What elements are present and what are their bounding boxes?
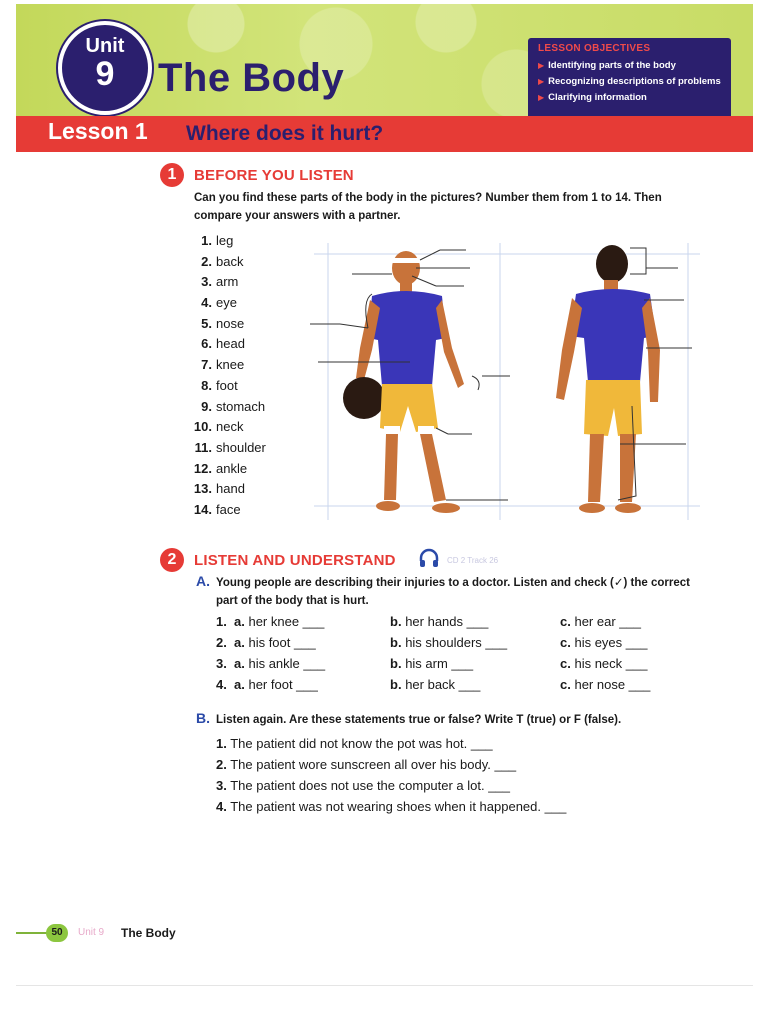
statement-item[interactable]: 3. The patient does not use the computer a lot. ___ <box>216 778 510 793</box>
option-row: 4. a. her foot ___ b. her back ___ c. her nose ___ <box>216 677 651 692</box>
triangle-bullet-icon: ▶ <box>538 61 545 70</box>
list-item: 4. eye <box>201 295 237 311</box>
list-item: 2. back <box>201 253 244 269</box>
part-b-instructions: Listen again. Are these statements true or false? Write T (true) or F (false). <box>216 714 622 726</box>
list-item: 8. foot <box>201 377 238 393</box>
list-item: 12. ankle <box>193 460 248 476</box>
footer-unit: Unit 9 <box>78 927 105 938</box>
part-a-instructions: Young people are describing their injuries to a doctor. Listen and check (✓) the correct part of the body that is hurt. <box>216 577 690 607</box>
option-b[interactable]: b. her back ___ <box>390 677 481 692</box>
statement-item[interactable]: 4. The patient was not wearing shoes when it happened. ___ <box>216 799 567 814</box>
list-item: 3. arm <box>201 274 239 290</box>
unit-number: 9 <box>95 55 115 93</box>
page-number: 50 <box>46 924 68 942</box>
part-b-letter: B. <box>196 710 210 726</box>
triangle-bullet-icon: ▶ <box>538 93 545 102</box>
option-row: 3. a. his ankle ___ b. his arm ___ c. his neck ___ <box>216 656 648 671</box>
body-parts-list <box>192 233 266 523</box>
statement-item[interactable]: 1. The patient did not know the pot was hot. ___ <box>216 736 493 751</box>
list-item: 7. knee <box>201 357 245 373</box>
option-row: 2. a. his foot ___ b. his shoulders ___ c. his eyes ___ <box>216 635 648 650</box>
body-illustration <box>300 238 710 523</box>
part-a-letter: A. <box>196 573 210 589</box>
option-row: 1. a. her knee ___ b. her hands ___ c. her ear ___ <box>216 614 641 629</box>
lesson-title: Where does it hurt? <box>186 122 384 145</box>
objective-item: ▶ Recognizing descriptions of problems <box>538 76 721 87</box>
option-c[interactable]: c. her ear ___ <box>560 614 641 629</box>
option-b[interactable]: b. her hands ___ <box>390 614 489 629</box>
statement-item[interactable]: 2. The patient wore sunscreen all over his body. ___ <box>216 757 517 772</box>
back-figure <box>556 245 660 513</box>
section1-instructions: Can you find these parts of the body in the pictures? Number them from 1 to 14. Then compare your answers with a partner. <box>194 192 662 222</box>
option-a[interactable]: a. her knee ___ <box>234 614 325 629</box>
unit-word: Unit <box>85 35 125 57</box>
option-c[interactable]: c. his eyes ___ <box>560 635 648 650</box>
list-item: 6. head <box>201 336 245 352</box>
footer-line <box>16 932 50 934</box>
option-c[interactable]: c. his neck ___ <box>560 656 648 671</box>
option-b[interactable]: b. his arm ___ <box>390 656 474 671</box>
section-number-2: 2 <box>160 548 184 572</box>
list-item: 14. face <box>193 501 241 517</box>
unit-badge <box>58 21 152 115</box>
option-a[interactable]: a. his foot ___ <box>234 635 316 650</box>
part-b-statements <box>216 736 566 820</box>
triangle-bullet-icon: ▶ <box>538 77 545 86</box>
lesson-label: Lesson 1 <box>48 118 148 144</box>
footer-title: The Body <box>121 926 176 940</box>
option-c[interactable]: c. her nose ___ <box>560 677 651 692</box>
section-number-1: 1 <box>160 163 184 187</box>
part-a-options <box>216 614 676 698</box>
option-b[interactable]: b. his shoulders ___ <box>390 635 508 650</box>
section-title-before-you-listen: BEFORE YOU LISTEN <box>194 167 354 184</box>
lesson-objectives-box <box>528 38 731 116</box>
cd-track-label: CD 2 Track 26 <box>447 556 499 565</box>
headphones-icon[interactable] <box>418 547 440 569</box>
section-title-listen-and-understand: LISTEN AND UNDERSTAND <box>194 552 396 569</box>
list-item: 1. leg <box>201 233 234 248</box>
objectives-title: LESSON OBJECTIVES <box>538 43 651 54</box>
list-item: 5. nose <box>201 315 245 331</box>
option-a[interactable]: a. his ankle ___ <box>234 656 326 671</box>
list-item: 13. hand <box>193 481 245 497</box>
list-item: 11. shoulder <box>194 439 266 455</box>
list-item: 9. stomach <box>201 398 266 414</box>
list-item: 10. neck <box>193 419 244 435</box>
objective-item: ▶ Clarifying information <box>538 92 647 103</box>
front-figure <box>343 251 464 513</box>
option-a[interactable]: a. her foot ___ <box>234 677 318 692</box>
unit-title: The Body <box>158 56 345 100</box>
objective-item: ▶ Identifying parts of the body <box>538 60 676 71</box>
bottom-rule <box>16 985 753 986</box>
